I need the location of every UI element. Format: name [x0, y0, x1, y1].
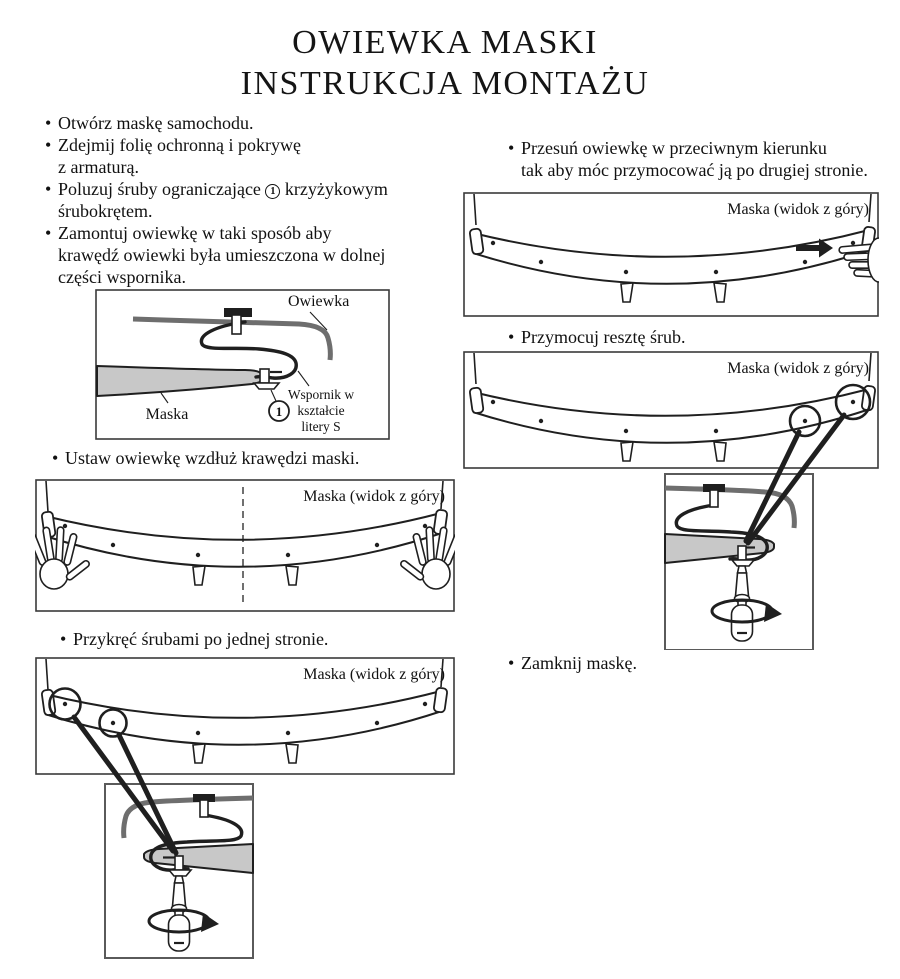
limit-screw — [175, 856, 183, 870]
step-mount-deflector: • Zamontuj owiewkę w taki sposób aby — [45, 223, 332, 243]
mount-tab — [286, 566, 298, 585]
label-owiewka: Owiewka — [288, 293, 350, 310]
mount-tab — [193, 566, 205, 585]
step-remove-film: • Zdejmij folię ochronną i pokrywę — [45, 135, 301, 155]
label-bracket-2: kształcie — [297, 403, 345, 418]
title-line1: OWIEWKA MASKI — [292, 24, 598, 61]
figure-top-view-slide — [463, 192, 879, 317]
clamp-screw — [710, 490, 718, 507]
step-loosen-screws: • Poluzuj śruby ograniczające 1 krzyżykowym — [45, 179, 388, 199]
figure-cross-section — [95, 289, 390, 440]
step-slide: • Przesuń owiewkę w przeciwnym kierunku tak aby móc przymocować ją po drugiej stronie. — [508, 138, 868, 180]
figure-top-view-align — [35, 479, 455, 612]
label-bracket-3: litery S — [301, 419, 341, 434]
limit-screw-head — [254, 383, 279, 389]
figure-top-view-screw-right — [463, 351, 879, 650]
bullet-glyph: • — [45, 113, 52, 133]
circled-1: 1 — [265, 184, 280, 199]
step-fasten-rest: • Przymocuj resztę śrub. — [508, 327, 686, 347]
mount-tab — [714, 283, 726, 302]
limit-screw — [260, 369, 269, 383]
mount-tab — [714, 442, 726, 461]
step-close-hood: • Zamknij maskę. — [508, 653, 637, 673]
page-title — [0, 22, 890, 104]
caption-top-view: Maska (widok z góry) — [303, 666, 445, 683]
callout-1-number: 1 — [275, 404, 283, 419]
step-align: • Ustaw owiewkę wzdłuż krawędzi maski. — [52, 448, 360, 468]
mount-tab — [193, 744, 205, 763]
step-open-hood: • Otwórz maskę samochodu. — [45, 113, 254, 133]
title-line2: INSTRUKCJA MONTAŻU — [240, 65, 650, 102]
step-screw-one-side: • Przykręć śrubami po jednej stronie. — [60, 629, 329, 649]
mount-tab — [621, 442, 633, 461]
inset-detail-left — [105, 784, 253, 958]
caption-top-view: Maska (widok z góry) — [727, 201, 869, 218]
mount-tab — [621, 283, 633, 302]
figure-top-view-screw-left — [35, 657, 455, 965]
label-bracket-1: Wspornik w — [287, 387, 355, 402]
mount-tab — [286, 744, 298, 763]
label-maska: Maska — [145, 406, 189, 423]
limit-screw — [738, 546, 746, 560]
caption-top-view: Maska (widok z góry) — [303, 488, 445, 505]
clamp-screw — [232, 315, 241, 334]
inset-detail-right — [665, 474, 813, 650]
steps-left-list: • Otwórz maskę samochodu. • Zdejmij folię ochronną i pokrywę z armaturą. • Poluzuj śruby ograniczające 1 krzyżykowym śrubokrętem. • Zamontuj owiewkę w taki sposób aby krawędź owiewki była umieszczona w dolnej części wspornika. — [45, 113, 388, 287]
clamp-screw — [200, 800, 208, 817]
caption-top-view: Maska (widok z góry) — [727, 360, 869, 377]
